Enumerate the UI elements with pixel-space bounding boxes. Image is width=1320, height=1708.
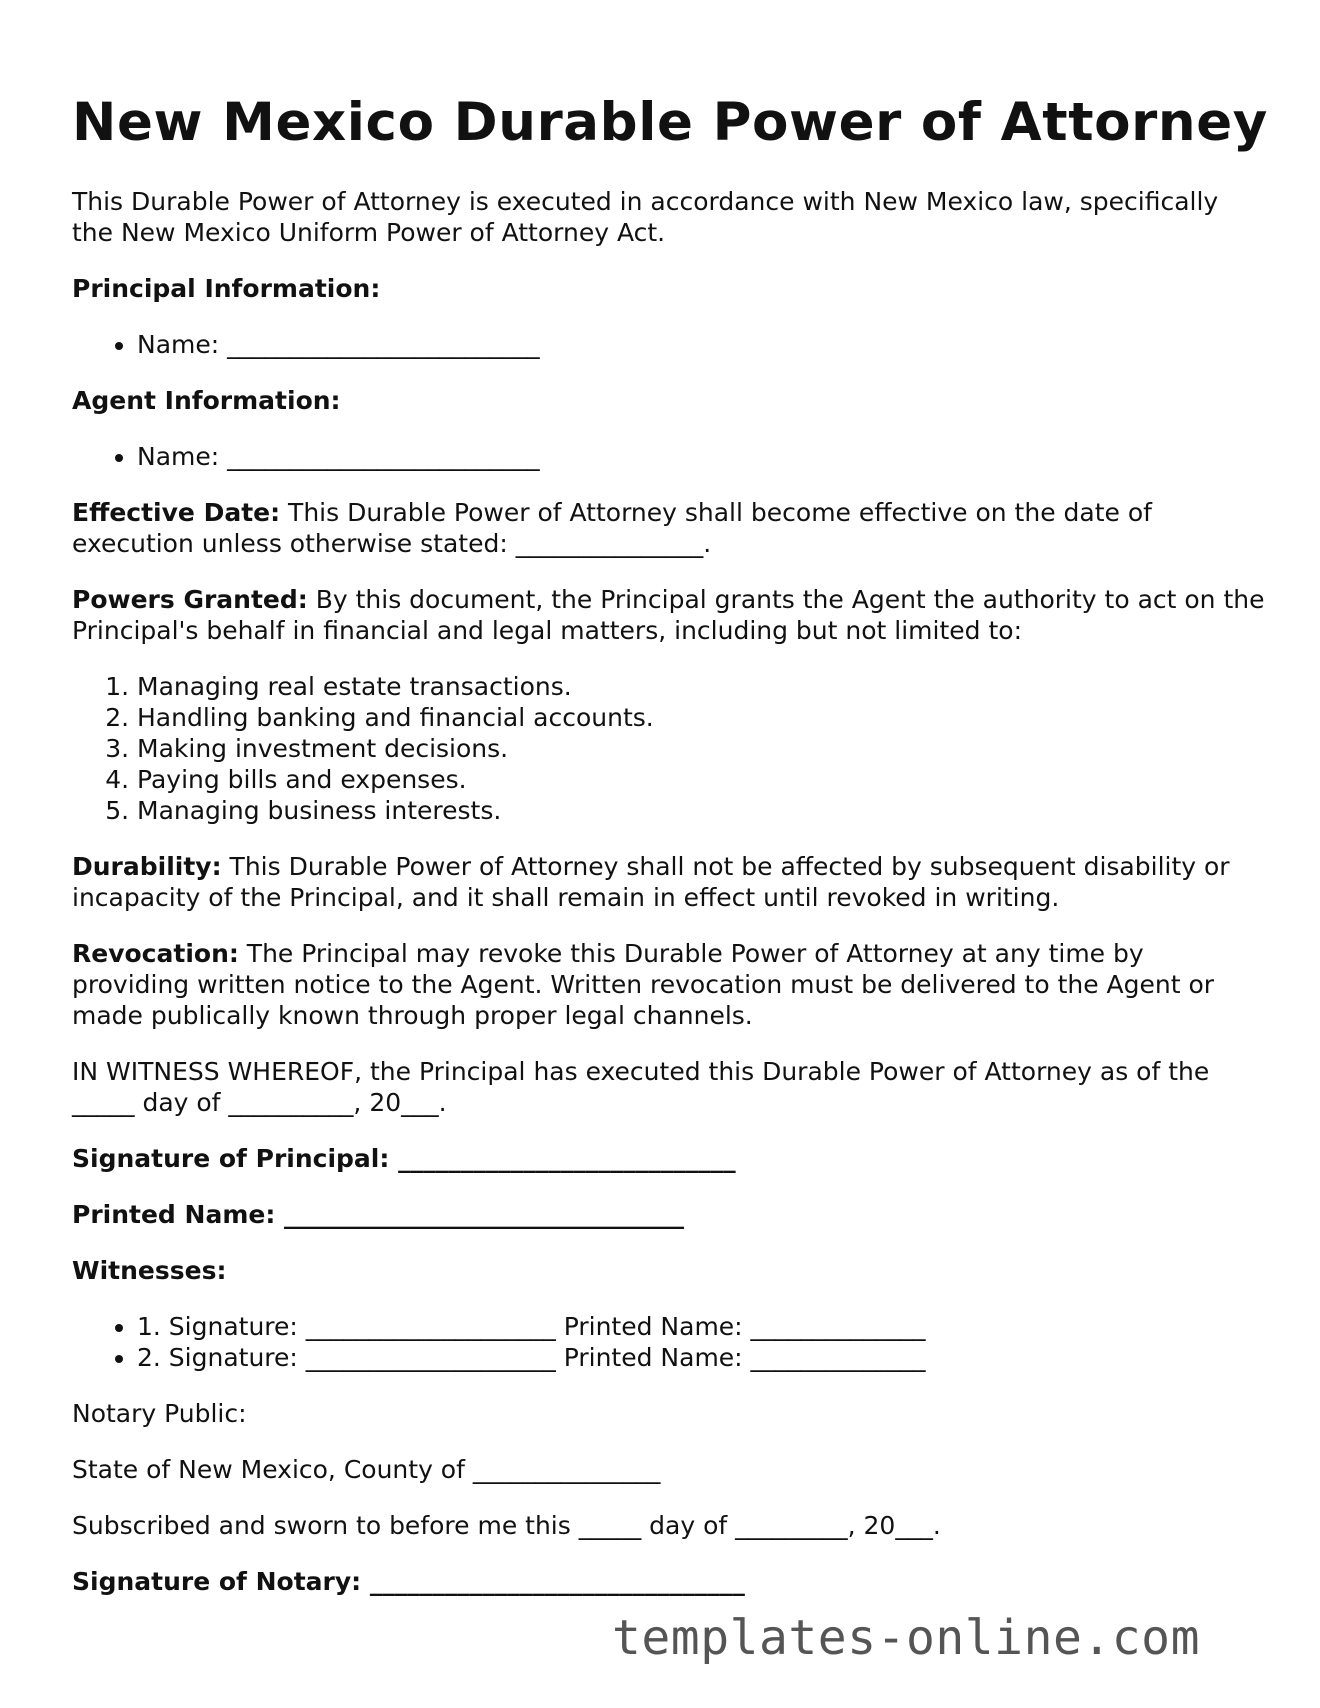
witnesses-heading: Witnesses:	[72, 1256, 227, 1285]
principal-list	[72, 329, 1267, 360]
revocation-text: The Principal may revoke this Durable Power of Attorney at any time by providing written notice to the Agent. Written revocation must be delivered to the Agent or made publically known through proper legal channels.	[72, 939, 1215, 1030]
witness-whereof-paragraph: IN WITNESS WHEREOF, the Principal has executed this Durable Power of Attorney as of the _____ day of __________, 20___.	[72, 1057, 1210, 1117]
notary-heading: Notary Public:	[72, 1399, 247, 1428]
principal-signature-line: Signature of Principal: ___________________________	[72, 1144, 736, 1173]
witnesses-list	[72, 1311, 1267, 1373]
document-body	[72, 186, 1267, 1622]
intro-paragraph: This Durable Power of Attorney is executed in accordance with New Mexico law, specifically the New Mexico Uniform Power of Attorney Act.	[72, 187, 1219, 247]
agent-list	[72, 441, 1267, 472]
durability-label: Durability:	[72, 852, 222, 881]
powers-item: 5. Managing business interests.	[137, 795, 1267, 826]
effective-date-text: This Durable Power of Attorney shall become effective on the date of execution unless otherwise stated: _______________.	[72, 498, 1152, 558]
agent-name-line: • Name: _________________________	[137, 441, 1267, 472]
powers-text: By this document, the Principal grants the Agent the authority to act on the Principal's behalf in financial and legal matters, including but not limited to:	[72, 585, 1265, 645]
powers-list	[72, 671, 1267, 826]
effective-date-paragraph	[72, 497, 1267, 559]
durability-text: This Durable Power of Attorney shall not be affected by subsequent disability or incapacity of the Principal, and it shall remain in effect until revoked in writing.	[72, 852, 1230, 912]
notary-signature-line: Signature of Notary: ______________________________	[72, 1567, 745, 1596]
witness-line: • 1. Signature: ____________________ Printed Name: ______________	[137, 1311, 1267, 1342]
watermark: templates-online.com	[612, 1610, 1200, 1666]
powers-label: Powers Granted:	[72, 585, 308, 614]
notary-sworn-line: Subscribed and sworn to before me this _____ day of _________, 20___.	[72, 1511, 941, 1540]
notary-county-line: State of New Mexico, County of _______________	[72, 1455, 661, 1484]
principal-heading: Principal Information:	[72, 274, 381, 303]
principal-name-line: • Name: _________________________	[137, 329, 1267, 360]
powers-item: 3. Making investment decisions.	[137, 733, 1267, 764]
document-title: New Mexico Durable Power of Attorney	[72, 92, 1268, 153]
witness-line: • 2. Signature: ____________________ Printed Name: ______________	[137, 1342, 1267, 1373]
powers-item: 1. Managing real estate transactions.	[137, 671, 1267, 702]
effective-date-label: Effective Date:	[72, 498, 281, 527]
powers-paragraph	[72, 584, 1267, 646]
printed-name-line: Printed Name: ________________________________	[72, 1200, 685, 1229]
agent-heading: Agent Information:	[72, 386, 341, 415]
powers-item: 2. Handling banking and financial accounts.	[137, 702, 1267, 733]
powers-item: 4. Paying bills and expenses.	[137, 764, 1267, 795]
revocation-paragraph	[72, 938, 1267, 1031]
durability-paragraph	[72, 851, 1267, 913]
revocation-label: Revocation:	[72, 939, 239, 968]
